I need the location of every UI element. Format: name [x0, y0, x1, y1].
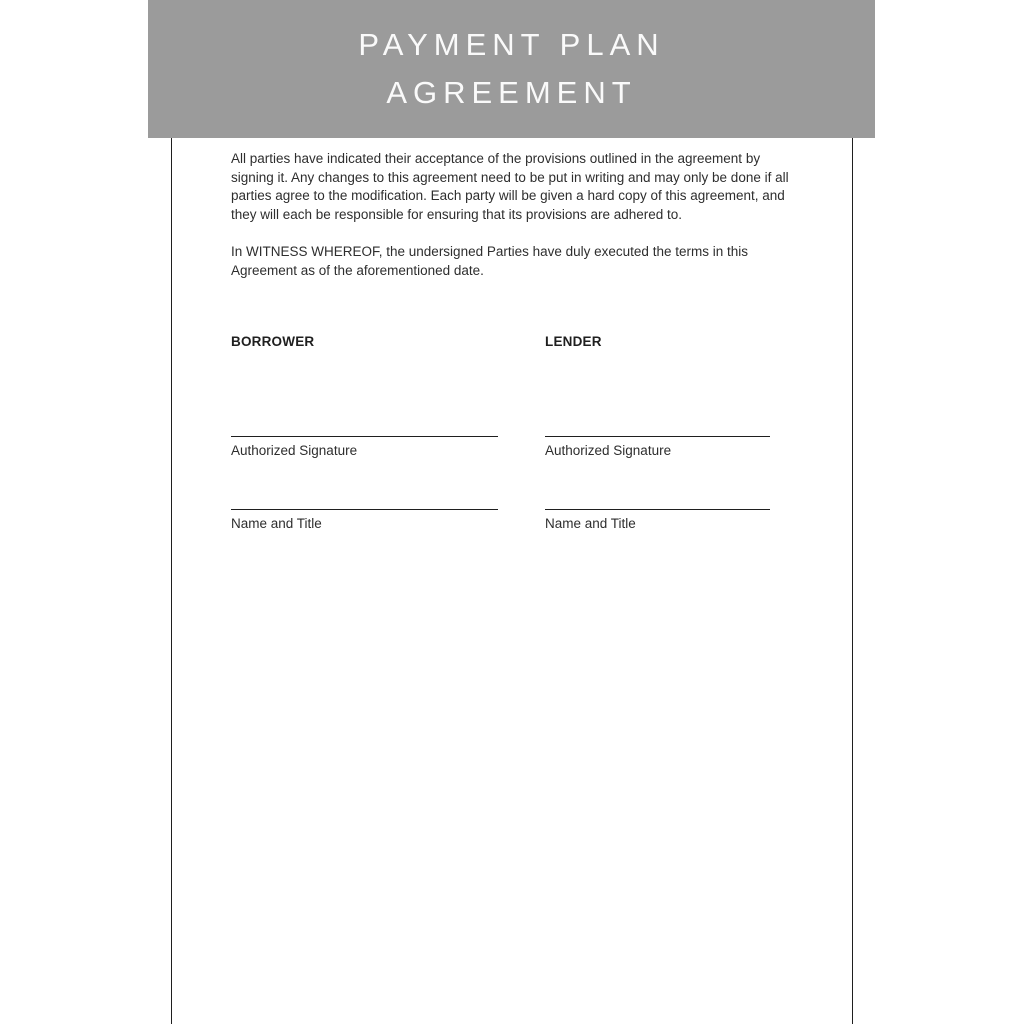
- lender-authorized-signature-label: Authorized Signature: [545, 443, 672, 458]
- borrower-authorized-signature-label: Authorized Signature: [231, 443, 358, 458]
- borrower-heading: BORROWER: [231, 334, 315, 349]
- borrower-name-title-label: Name and Title: [231, 516, 322, 531]
- document-title-line-2: AGREEMENT: [386, 75, 637, 110]
- borrower-name-title-line: [231, 509, 498, 510]
- lender-name-title-line: [545, 509, 770, 510]
- lender-heading: LENDER: [545, 334, 602, 349]
- paragraph-acceptance: All parties have indicated their acceptance of the provisions outlined in the agreement by signing it. Any changes to this agreement need to be put in writing and may only be done if all parties agree to the modification. Each party will be given a hard copy of this agreement, and they will each be responsible for ensuring that its provisions are adhered to.: [231, 151, 789, 222]
- lender-name-title-label: Name and Title: [545, 516, 636, 531]
- paragraph-witness: In WITNESS WHEREOF, the undersigned Parties have duly executed the terms in this Agreement as of the aforementioned date.: [231, 244, 748, 278]
- document-title-banner: [148, 0, 875, 138]
- borrower-authorized-signature-line: [231, 436, 498, 437]
- lender-authorized-signature-line: [545, 436, 770, 437]
- document-title-line-1: PAYMENT PLAN: [358, 27, 665, 62]
